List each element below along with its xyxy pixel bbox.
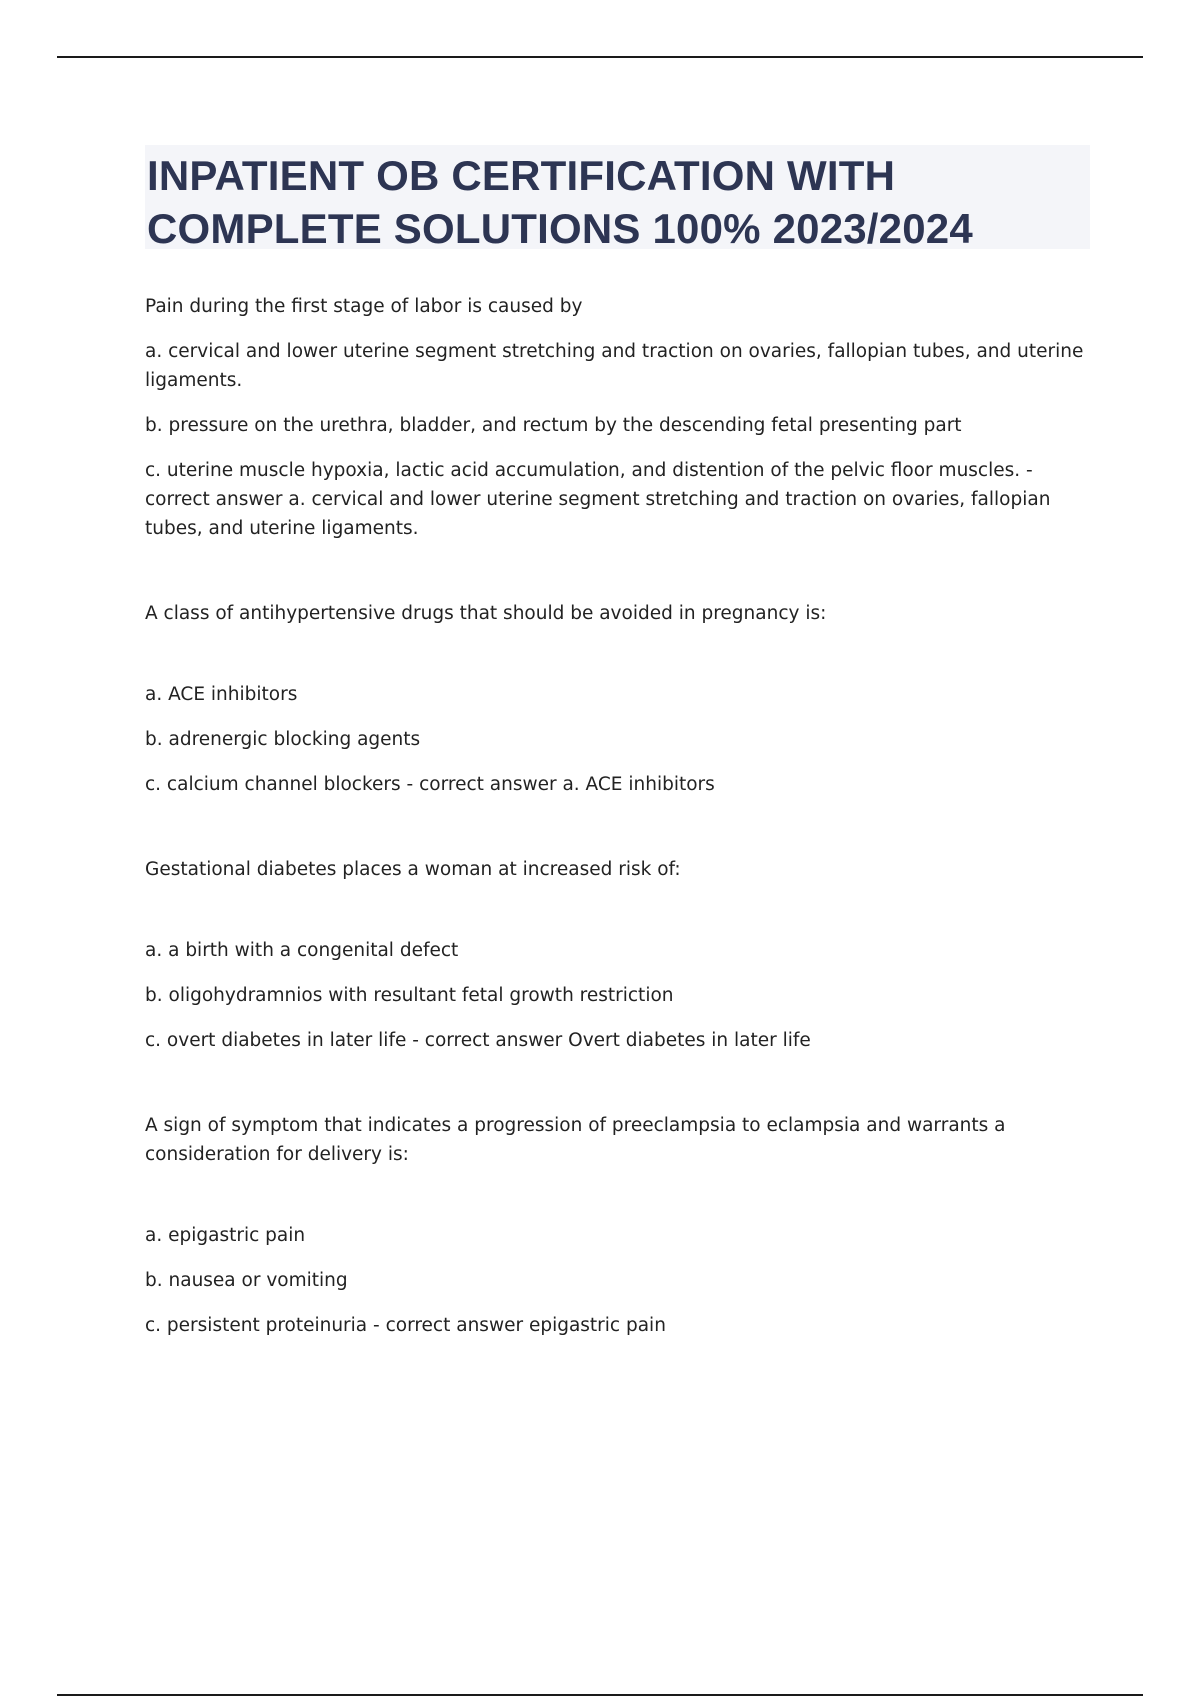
question-2 xyxy=(145,599,1090,799)
answer-option-c: c. uterine muscle hypoxia, lactic acid accumulation, and distention of the pelvic floor muscles. - correct answer a. cervical and lower uterine segment stretching and traction on ovaries, fallopian tubes, and uterine ligaments. xyxy=(145,460,1051,539)
answer-option-a: a. epigastric pain xyxy=(145,1225,306,1246)
spacer xyxy=(145,1071,1090,1111)
question-3 xyxy=(145,855,1090,1055)
answer-option-b: b. nausea or vomiting xyxy=(145,1270,348,1291)
answer-option-b: b. pressure on the urethra, bladder, and rectum by the descending fetal presenting part xyxy=(145,415,962,436)
document-title: INPATIENT OB CERTIFICATION WITH COMPLETE SOLUTIONS 100% 2023/2024 xyxy=(147,152,973,252)
answer-option-c: c. overt diabetes in later life - correct answer Overt diabetes in later life xyxy=(145,1030,811,1051)
answer-option-c: c. persistent proteinuria - correct answer epigastric pain xyxy=(145,1315,666,1336)
question-4 xyxy=(145,1111,1090,1340)
question-list xyxy=(145,292,1090,1356)
question-prompt: Pain during the first stage of labor is caused by xyxy=(145,296,583,317)
header-rule xyxy=(57,56,1143,58)
question-prompt: Gestational diabetes places a woman at increased risk of: xyxy=(145,859,681,880)
footer-rule xyxy=(57,1694,1143,1696)
spacer xyxy=(145,559,1090,599)
answer-option-a: a. ACE inhibitors xyxy=(145,684,298,705)
spacer xyxy=(145,815,1090,855)
answer-option-c: c. calcium channel blockers - correct answer a. ACE inhibitors xyxy=(145,774,715,795)
title-banner xyxy=(145,145,1090,252)
answer-option-b: b. adrenergic blocking agents xyxy=(145,729,421,750)
answer-option-a: a. a birth with a congenital defect xyxy=(145,940,459,961)
question-1 xyxy=(145,292,1090,543)
question-prompt: A sign of symptom that indicates a progression of preeclampsia to eclampsia and warrants a consideration for delivery is: xyxy=(145,1115,1006,1165)
answer-option-a: a. cervical and lower uterine segment stretching and traction on ovaries, fallopian tubes, and uterine ligaments. xyxy=(145,341,1084,391)
question-prompt: A class of antihypertensive drugs that should be avoided in pregnancy is: xyxy=(145,603,827,624)
answer-option-b: b. oligohydramnios with resultant fetal growth restriction xyxy=(145,985,674,1006)
